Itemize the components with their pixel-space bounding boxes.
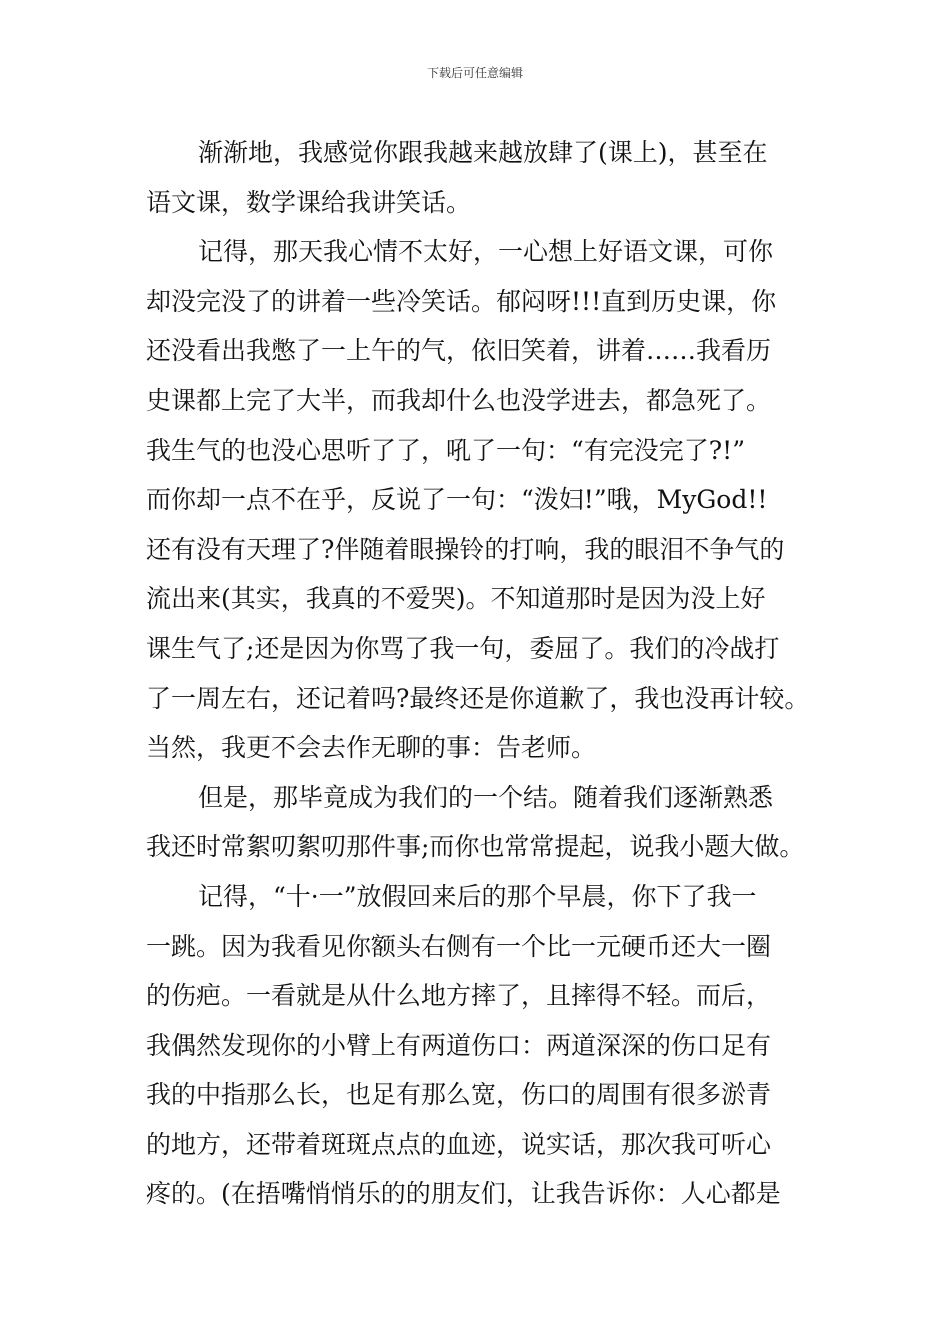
- paragraph-line: 但是，那毕竟成为我们的一个结。随着我们逐渐熟悉: [198, 782, 774, 812]
- paragraph-line: 我生气的也没心思听了了，吼了一句：“有完没完了?!”: [146, 435, 746, 465]
- paragraph-line: 我偶然发现你的小臂上有两道伤口：两道深深的伤口足有: [146, 1030, 772, 1060]
- paragraph-line: 却没完没了的讲着一些冷笑话。郁闷呀!!!直到历史课，你: [146, 286, 777, 316]
- paragraph-line: 课生气了;还是因为你骂了我一句，委屈了。我们的冷战打: [146, 633, 780, 663]
- paragraph-line: 当然，我更不会去作无聊的事：告老师。: [146, 733, 597, 763]
- paragraph-line: 疼的。(在捂嘴悄悄乐的的朋友们，让我告诉你：人心都是: [146, 1179, 781, 1209]
- paragraph-line: 我的中指那么长，也足有那么宽，伤口的周围有很多淤青: [146, 1080, 772, 1110]
- paragraph-line: 还有没有天理了?伴随着眼操铃的打响，我的眼泪不争气的: [146, 534, 785, 564]
- paragraph-line: 还没看出我憋了一上午的气，依旧笑着，讲着……我看历: [146, 336, 772, 366]
- paragraph-line: 记得，那天我心情不太好，一心想上好语文课，可你: [198, 237, 774, 267]
- paragraph-line: 史课都上完了大半，而我却什么也没学进去，都急死了。: [146, 385, 772, 415]
- paragraph-line: 了一周左右，还记着吗?最终还是你道歉了，我也没再计较。: [146, 683, 810, 713]
- paragraph-line: 我还时常絮叨絮叨那件事;而你也常常提起，说我小题大做。: [146, 832, 805, 862]
- page-header-note: 下载后可任意编辑: [426, 66, 523, 80]
- paragraph-line: 的伤疤。一看就是从什么地方摔了，且摔得不轻。而后，: [146, 981, 772, 1011]
- document-body: [146, 128, 836, 1219]
- paragraph-line: 流出来(其实，我真的不爱哭)。不知道那时是因为没上好: [146, 584, 766, 614]
- paragraph-line: 一跳。因为我看见你额头右侧有一个比一元硬币还大一圈: [146, 931, 772, 961]
- paragraph-line: 记得，“十·一”放假回来后的那个早晨，你下了我一: [198, 881, 757, 911]
- paragraph-line: 的地方，还带着斑斑点点的血迹，说实话，那次我可听心: [146, 1129, 772, 1159]
- paragraph-line: 而你却一点不在乎，反说了一句：“泼妇!”哦，MyGod!!: [146, 485, 768, 515]
- paragraph-line: 渐渐地，我感觉你跟我越来越放肆了(课上)，甚至在: [198, 138, 768, 167]
- paragraph-line: 语文课，数学课给我讲笑话。: [146, 187, 472, 217]
